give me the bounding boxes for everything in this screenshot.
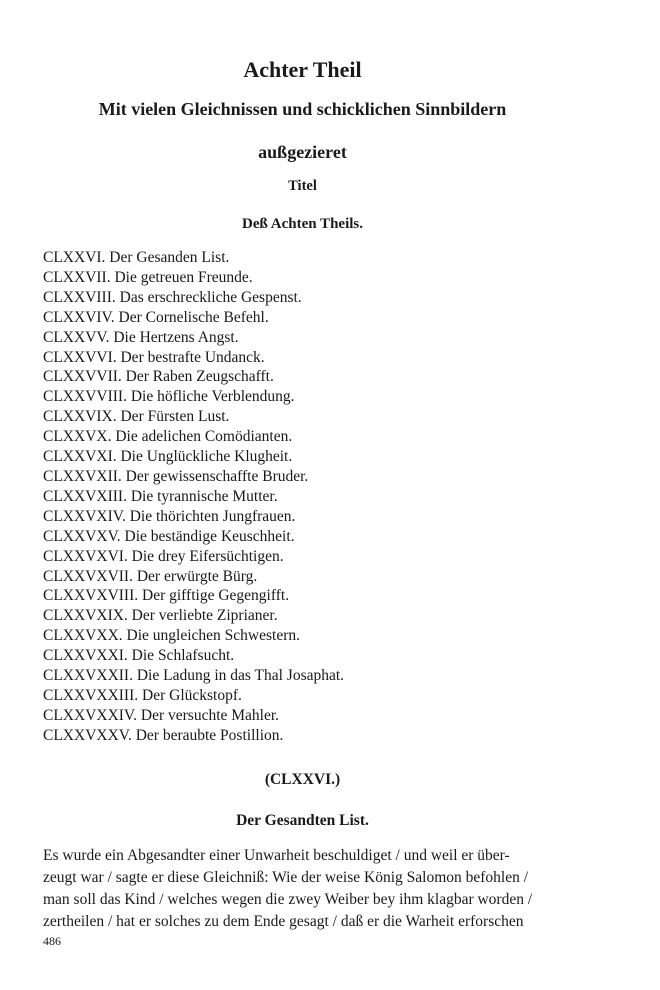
subtitle-line-1: Mit vielen Gleichnissen und schicklichen Sinnbildern (98, 99, 507, 119)
toc-entry: CLXXVXIII. Die tyrannische Mutter. (43, 487, 278, 505)
toc-entry: CLXXVI. Der Gesanden List. (43, 249, 230, 266)
section-number: (CLXXVI.) (264, 771, 341, 788)
toc-entry: CLXXVXX. Die ungleichen Schwestern. (43, 627, 300, 645)
toc-heading: Titel (288, 178, 317, 194)
body-paragraph (43, 845, 568, 933)
toc-entry: CLXXVXII. Der gewissenschaffte Bruder. (43, 467, 309, 485)
page-title: Achter Theil (243, 57, 362, 82)
toc-entry: CLXXVXVIII. Der gifftige Gegengifft. (43, 587, 290, 605)
toc-entry: CLXXVXVI. Die drey Eifersüchtigen. (43, 547, 284, 565)
body-line: Es wurde ein Abgesandter einer Unwarheit beschuldiget / und weil er über- (43, 847, 510, 864)
section-title: Der Gesandten List. (236, 812, 369, 829)
page-number: 486 (43, 934, 61, 948)
table-of-contents (43, 248, 583, 746)
toc-entry: CLXXVXV. Die beständige Keuschheit. (43, 527, 295, 545)
toc-entry: CLXXVVII. Der Raben Zeugschafft. (43, 368, 274, 386)
body-line: zeugt war / sagte er diese Gleichniß: Wie der weise König Salomon befohlen / (43, 869, 529, 886)
toc-subheading: Deß Achten Theils. (242, 216, 363, 232)
toc-entry: CLXXVXXV. Der beraubte Postillion. (43, 726, 284, 744)
toc-entry: CLXXVXIV. Die thörichten Jungfrauen. (43, 507, 296, 525)
subtitle-line-2: außgezieret (258, 142, 347, 162)
toc-entry: CLXXVXI. Die Unglückliche Klugheit. (43, 448, 293, 466)
toc-entry: CLXXVXXI. Die Schlafsucht. (43, 647, 235, 665)
toc-entry: CLXXVXVII. Der erwürgte Bürg. (43, 567, 258, 585)
toc-entry: CLXXVXXIV. Der versuchte Mahler. (43, 706, 280, 724)
toc-entry: CLXXVIX. Der Fürsten Lust. (43, 408, 230, 426)
body-line: man soll das Kind / welches wegen die zwey Weiber bey ihm klagbar worden / (43, 891, 533, 908)
body-line: zertheilen / hat er solches zu dem Ende gesagt / daß er die Warheit erforschen (43, 913, 524, 930)
toc-entry: CLXXVXXII. Die Ladung in das Thal Josaphat. (43, 667, 345, 685)
toc-entry: CLXXVVIII. Die höfliche Verblendung. (43, 388, 295, 406)
toc-entry: CLXXVII. Die getreuen Freunde. (43, 268, 253, 286)
toc-entry: CLXXVIV. Der Cornelische Befehl. (43, 308, 269, 326)
toc-entry: CLXXVX. Die adelichen Comödianten. (43, 428, 293, 446)
toc-entry: CLXXVXIX. Der verliebte Ziprianer. (43, 607, 278, 625)
toc-entry: CLXXVXXIII. Der Glückstopf. (43, 686, 242, 704)
toc-entry: CLXXVIII. Das erschreckliche Gespenst. (43, 288, 302, 306)
toc-entry: CLXXVVI. Der bestrafte Undanck. (43, 348, 265, 366)
toc-entry: CLXXVV. Die Hertzens Angst. (43, 328, 239, 346)
